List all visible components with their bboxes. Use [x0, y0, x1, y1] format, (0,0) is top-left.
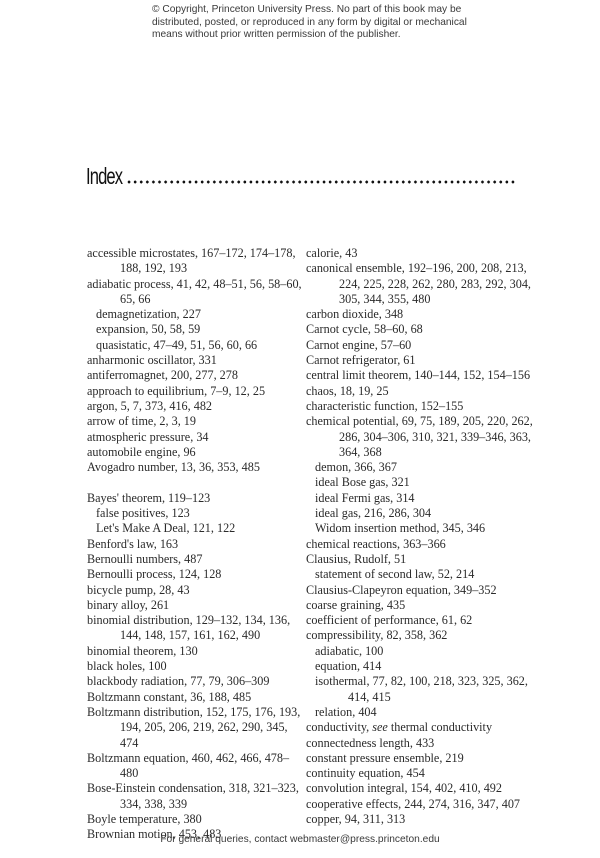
index-subentry: equation, 414 — [315, 659, 382, 674]
footer-contact: For general queries, contact webmaster@press.princeton.edu — [160, 834, 440, 845]
dotted-leader — [126, 180, 516, 184]
index-subentry: quasistatic, 47–49, 51, 56, 60, 66 — [96, 337, 258, 352]
index-column-right — [306, 246, 536, 827]
index-entry: Clausius, Rudolf, 51 — [306, 551, 407, 566]
index-entry: Carnot refrigerator, 61 — [306, 353, 416, 368]
index-subentry: demagnetization, 227 — [96, 307, 201, 322]
index-entry: approach to equilibrium, 7–9, 12, 25 — [87, 383, 266, 398]
index-subentry: adiabatic, 100 — [315, 643, 384, 658]
index-entry: characteristic function, 152–155 — [306, 398, 464, 413]
index-subentry: Let's Make A Deal, 121, 122 — [96, 521, 236, 536]
index-entry: coarse graining, 435 — [306, 597, 406, 612]
index-entry: Boltzmann equation, 460, 462, 466, 478–480 — [87, 750, 290, 781]
index-heading — [86, 159, 516, 189]
index-subentry: ideal Bose gas, 321 — [315, 475, 410, 490]
index-entry: binomial theorem, 130 — [87, 643, 198, 658]
index-entry: Benford's law, 163 — [87, 536, 179, 551]
index-subentry: relation, 404 — [315, 704, 377, 719]
index-entry: connectedness length, 433 — [306, 735, 435, 750]
index-entry: continuity equation, 454 — [306, 766, 425, 781]
index-entry: Bernoulli process, 124, 128 — [87, 567, 222, 582]
index-entry: copper, 94, 311, 313 — [306, 811, 406, 826]
index-entry: compressibility, 82, 358, 362 — [306, 628, 448, 643]
copyright-notice: © Copyright, Princeton University Press. No part of this book may be distributed, posted, or reproduced in any form by digital or mechanical means without prior written permission of the publisher. — [152, 4, 467, 41]
index-entry: adiabatic process, 41, 42, 48–51, 56, 58–60, 65, 66 — [87, 276, 302, 306]
index-entry: binary alloy, 261 — [87, 597, 170, 612]
index-entry: chemical reactions, 363–366 — [306, 536, 446, 551]
index-entry: cooperative effects, 244, 274, 316, 347, 407 — [306, 796, 521, 811]
index-entry: convolution integral, 154, 402, 410, 492 — [306, 781, 502, 796]
index-entry: coefficient of performance, 61, 62 — [306, 613, 473, 628]
index-subentry: false positives, 123 — [96, 506, 190, 521]
index-entry: argon, 5, 7, 373, 416, 482 — [87, 398, 213, 413]
index-entry: Boltzmann distribution, 152, 175, 176, 193, 194, 205, 206, 219, 262, 290, 345, 474 — [87, 704, 301, 750]
index-entry: bicycle pump, 28, 43 — [87, 582, 190, 597]
index-entry: black holes, 100 — [87, 659, 167, 674]
index-subentry: demon, 366, 367 — [315, 460, 397, 475]
index-entry: Clausius-Clapeyron equation, 349–352 — [306, 582, 497, 597]
index-entry: conductivity, see thermal conductivity — [306, 720, 493, 735]
index-entry: Brownian motion, 453, 483 — [87, 827, 222, 842]
index-entry: central limit theorem, 140–144, 152, 154–156 — [306, 368, 531, 383]
index-entry: accessible microstates, 167–172, 174–178, 188, 192, 193 — [87, 246, 296, 276]
page-title: Index — [86, 163, 123, 189]
letter-group-gap — [87, 475, 302, 490]
index-subentry: Widom insertion method, 345, 346 — [315, 521, 486, 536]
index-entry: chaos, 18, 19, 25 — [306, 383, 389, 398]
index-subentry: isothermal, 77, 82, 100, 218, 323, 325, 362, 414, 415 — [315, 674, 528, 704]
index-entry: constant pressure ensemble, 219 — [306, 750, 464, 765]
index-entry: atmospheric pressure, 34 — [87, 429, 209, 444]
index-entry: calorie, 43 — [306, 246, 358, 260]
index-entry: Bayes' theorem, 119–123 — [87, 490, 211, 505]
index-entry: Avogadro number, 13, 36, 353, 485 — [87, 460, 260, 475]
index-entry: Carnot engine, 57–60 — [306, 337, 412, 352]
index-entry: blackbody radiation, 77, 79, 306–309 — [87, 674, 270, 689]
index-entry: Boltzmann constant, 36, 188, 485 — [87, 689, 252, 704]
index-entry: Bernoulli numbers, 487 — [87, 551, 203, 566]
index-subentry: ideal Fermi gas, 314 — [315, 490, 415, 505]
index-entry: binomial distribution, 129–132, 134, 136, 144, 148, 157, 161, 162, 490 — [87, 613, 291, 643]
index-entry: Boyle temperature, 380 — [87, 811, 202, 826]
index-entry: automobile engine, 96 — [87, 444, 196, 459]
index-entry: Bose-Einstein condensation, 318, 321–323, 334, 338, 339 — [87, 781, 299, 811]
index-entry: arrow of time, 2, 3, 19 — [87, 414, 196, 429]
index-subentry: expansion, 50, 58, 59 — [96, 322, 201, 337]
index-column-left — [87, 246, 302, 843]
index-entry: anharmonic oscillator, 331 — [87, 353, 217, 368]
index-entry: chemical potential, 69, 75, 189, 205, 220, 262, 286, 304–306, 310, 321, 339–346, 363, 364, 368 — [306, 414, 533, 459]
index-subentry: statement of second law, 52, 214 — [315, 567, 475, 582]
index-entry: canonical ensemble, 192–196, 200, 208, 213, 224, 225, 228, 262, 280, 283, 292, 304, 305, 344, 355, 480 — [306, 261, 531, 306]
index-entry: carbon dioxide, 348 — [306, 307, 404, 322]
index-entry: antiferromagnet, 200, 277, 278 — [87, 368, 238, 383]
index-entry: Carnot cycle, 58–60, 68 — [306, 322, 423, 337]
index-subentry: ideal gas, 216, 286, 304 — [315, 506, 432, 521]
